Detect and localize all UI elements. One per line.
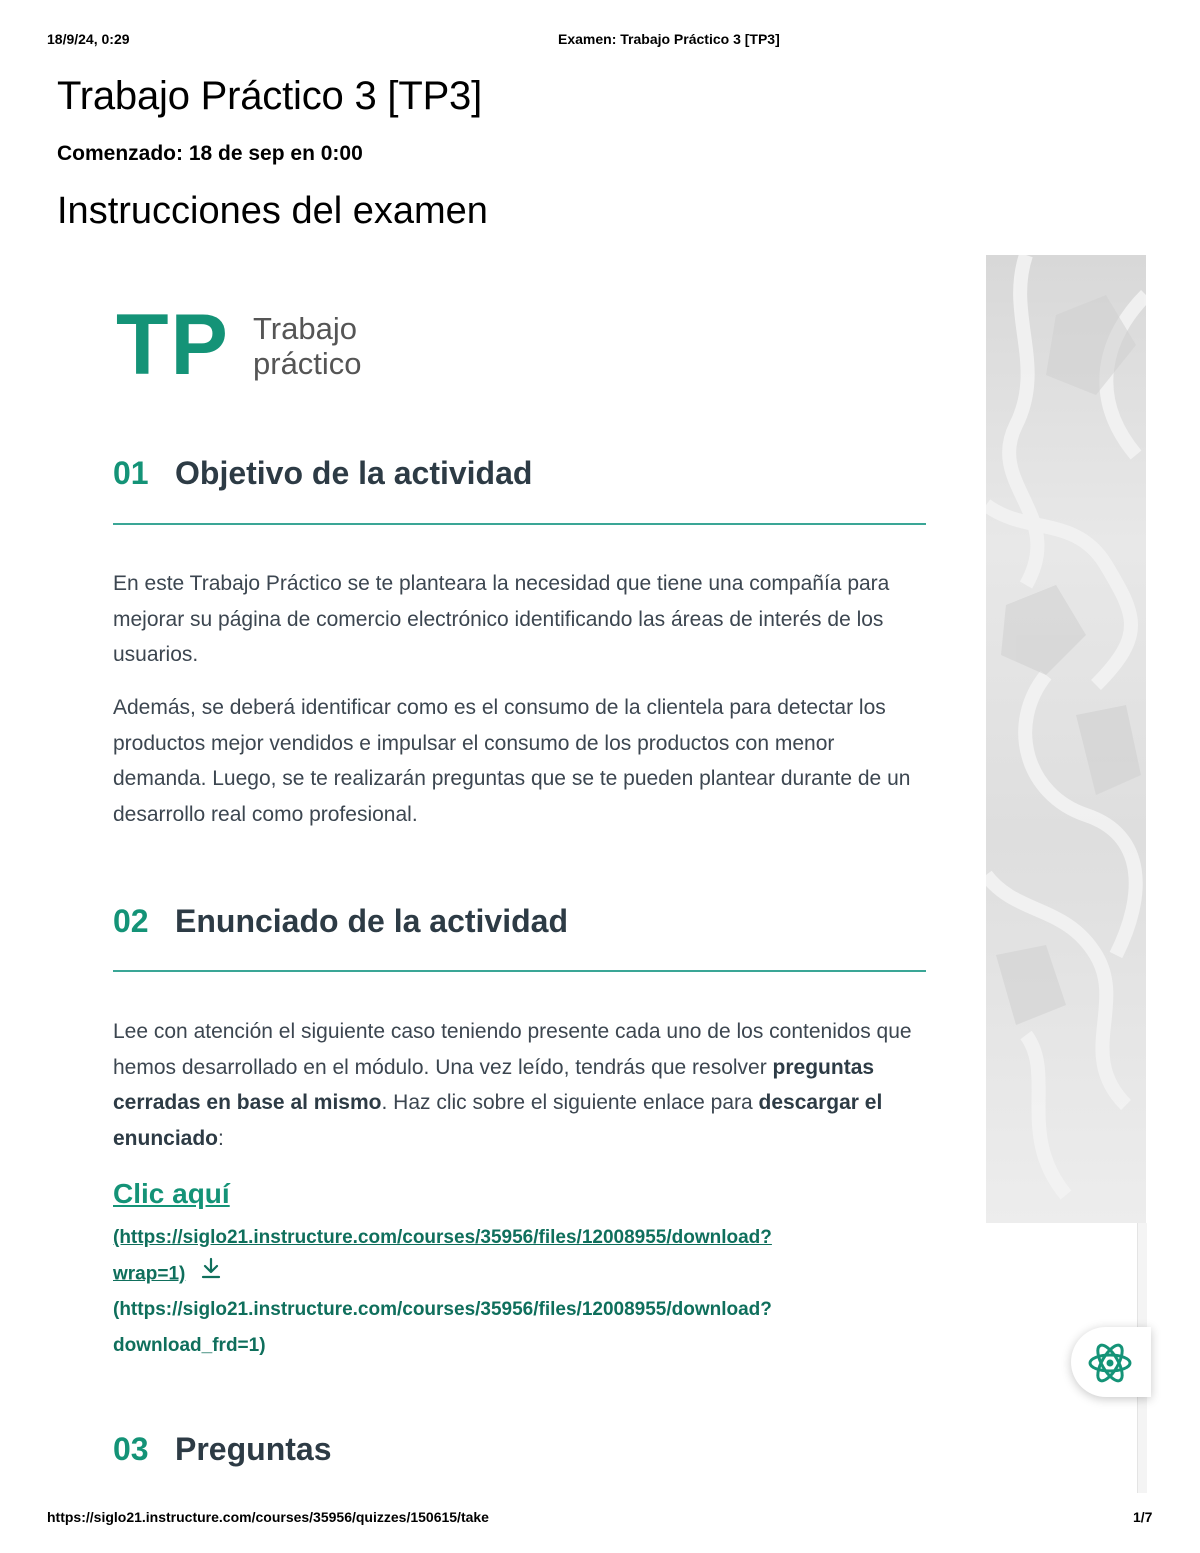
section-title: Enunciado de la actividad	[175, 903, 568, 939]
section-02-heading	[113, 903, 926, 940]
statement-bold-1: preguntas cerradas en base al mismo	[113, 1055, 875, 1114]
statement-text-2: . Haz clic sobre el siguiente enlace para	[381, 1091, 759, 1114]
download-url-line2[interactable]: download_frd=1)	[113, 1334, 266, 1356]
print-date: 18/9/24, 0:29	[47, 31, 130, 47]
page-number: 1/7	[1133, 1509, 1153, 1525]
statement-text-1: Lee con atención el siguiente caso teniendo presente cada uno de los contenidos que hemos desarrollado en el módulo. Una vez leído, tendrás que resolver	[113, 1020, 912, 1079]
instructions-title: Instrucciones del examen	[57, 190, 488, 232]
section-divider	[113, 523, 926, 525]
section-title: Objetivo de la actividad	[175, 455, 533, 491]
atom-icon	[1086, 1339, 1134, 1387]
print-url: https://siglo21.instructure.com/courses/35956/quizzes/150615/take	[47, 1509, 489, 1525]
tp-logo-letters: TP	[116, 297, 230, 393]
statement-text-3: :	[218, 1126, 224, 1150]
section-divider	[113, 970, 926, 972]
statement-bold-2: descargar el enunciado	[113, 1091, 883, 1150]
quiz-title: Trabajo Práctico 3 [TP3]	[57, 74, 483, 118]
print-header	[0, 0, 1200, 60]
tp-logo-word	[253, 311, 362, 381]
statement-paragraph	[113, 1014, 928, 1156]
objective-paragraph-2: Además, se deberá identificar como es el consumo de la clientela para detectar los productos mejor vendidos e impulsar el consumo de los productos con menor demanda. Luego, se te realizarán preguntas que se te pueden plantear durante de un desarrollo real como profesional.	[113, 696, 911, 826]
download-url-line1[interactable]: (https://siglo21.instructure.com/courses/35956/files/12008955/download?	[113, 1299, 772, 1320]
tp-logo	[116, 297, 416, 393]
print-footer	[0, 1508, 1200, 1538]
decorative-pattern	[986, 255, 1146, 1223]
objective-paragraph-1: En este Trabajo Práctico se te planteara la necesidad que tiene una compañía para mejorar su página de comercio electrónico identificando las áreas de interés de los usuarios.	[113, 572, 890, 666]
link-urls	[113, 1220, 913, 1363]
section-03-heading	[113, 1431, 926, 1468]
link-url-line1[interactable]: (https://siglo21.instructure.com/courses/35956/files/12008955/download?	[113, 1227, 772, 1248]
quiz-started-info: Comenzado: 18 de sep en 0:00	[57, 142, 363, 165]
decorative-side-panel	[986, 255, 1146, 1223]
tp-logo-word-line1: Trabajo	[253, 311, 357, 346]
link-url-line2[interactable]: wrap=1)	[113, 1262, 186, 1284]
section-number: 03	[113, 1431, 149, 1467]
section-title: Preguntas	[175, 1431, 332, 1467]
section-number: 02	[113, 903, 149, 939]
print-doc-title: Examen: Trabajo Práctico 3 [TP3]	[558, 31, 780, 47]
section-01-heading	[113, 455, 926, 492]
click-here-link[interactable]: Clic aquí	[113, 1178, 230, 1209]
assistant-button[interactable]	[1071, 1327, 1151, 1397]
tp-logo-word-line2: práctico	[253, 346, 362, 381]
section-number: 01	[113, 455, 149, 491]
download-icon[interactable]	[199, 1256, 223, 1293]
